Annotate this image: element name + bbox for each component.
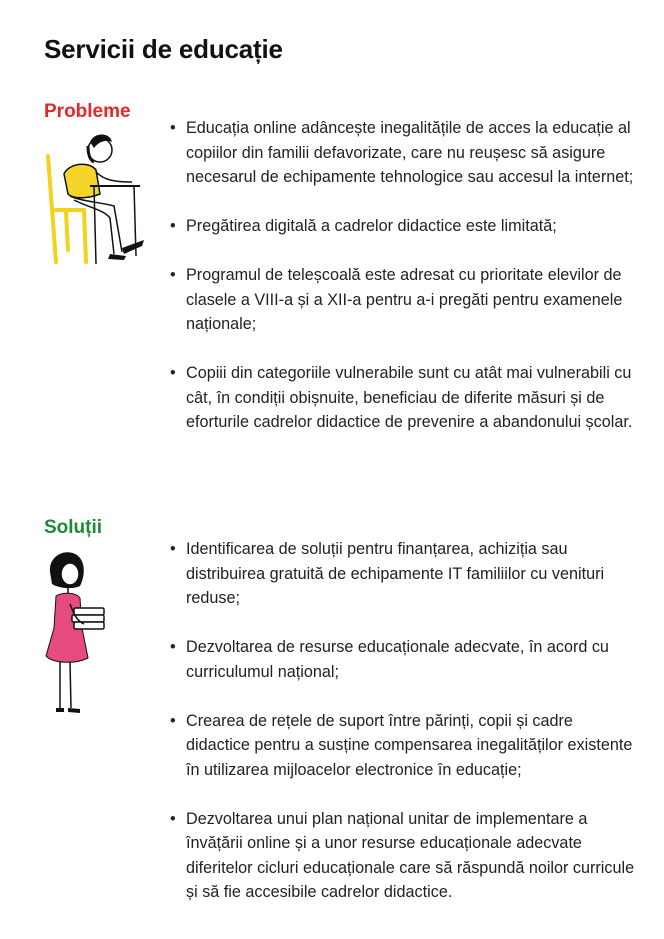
list-item: • Pregătirea digitală a cadrelor didactice este limitată; [170,214,640,239]
page-title: Servicii de educație [44,34,283,64]
girl-holding-books-illustration [40,548,112,716]
student-at-desk-illustration [44,128,148,266]
list-item: • Crearea de rețele de suport între părinți, copii și cadre didactice pentru a susține compensarea inegalităților existente în utilizarea mijloacelor electronice în educație; [170,709,640,783]
list-item: • Programul de teleșcoală este adresat cu prioritate elevilor de clasele a VIII-a și a XII-a pentru a-i pregăti pentru examenele naționale; [170,263,640,337]
list-item: • Identificarea de soluții pentru finanțarea, achiziția sau distribuirea gratuită de echipamente IT familiilor cu venituri reduse; [170,537,640,611]
list-item: • Dezvoltarea unui plan național unitar de implementare a învățării online și a unor resurse educaționale adecvate diferitelor cicluri educaționale care să răspundă noilor curricule și să fie accesibile cadrelor didactice. [170,807,640,905]
list-item: • Educația online adâncește inegalitățile de acces la educație al copiilor din familii defavorizate, care nu reușesc să asigure necesarul de echipamente tehnologice sau accesul la internet; [170,116,640,190]
list-item: • Copiii din categoriile vulnerabile sunt cu atât mai vulnerabili cu cât, în condiții obișnuite, beneficiau de diferite măsuri și de eforturile cadrelor didactice de prevenire a abandonului școlar. [170,361,640,435]
problems-list [170,116,640,459]
problems-heading: Probleme [44,101,131,122]
solutions-list [170,537,640,929]
solutions-heading: Soluții [44,517,103,538]
list-item: • Dezvoltarea de resurse educaționale adecvate, în acord cu curriculumul național; [170,635,640,684]
